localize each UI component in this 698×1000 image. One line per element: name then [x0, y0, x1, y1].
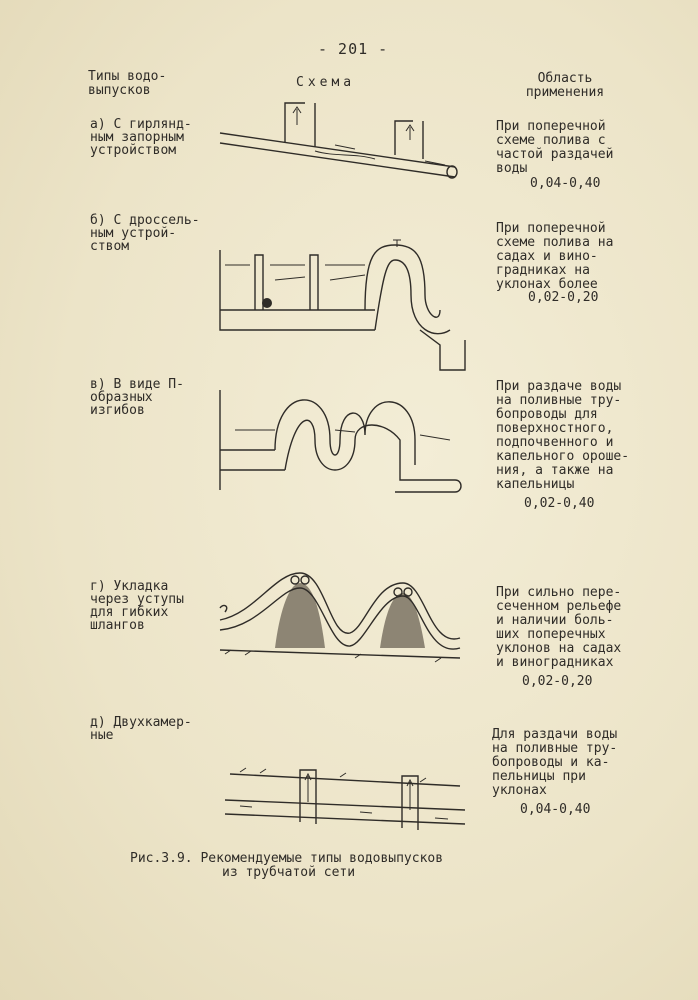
- application-line: капельницы: [496, 477, 575, 492]
- application-line: При поперечной: [496, 119, 606, 134]
- header-scheme: Схема: [296, 75, 356, 90]
- application-line: Для раздачи воды: [492, 727, 618, 742]
- label-line: шлангов: [90, 618, 145, 633]
- figure-caption: [130, 852, 490, 880]
- application-line: частой раздачей: [496, 147, 614, 162]
- scheme-diagram-b: [215, 235, 470, 375]
- label-line: г) Укладка: [90, 579, 169, 594]
- application-line: на поливные тру-: [496, 393, 622, 408]
- label-line: через уступы: [90, 592, 184, 607]
- label-line: а) С гирлянд-: [90, 117, 192, 132]
- range-b: 0,02-0,20: [528, 290, 599, 305]
- header-area-line: применения: [525, 85, 605, 100]
- label-line: для гибких: [90, 605, 169, 620]
- application-b: [496, 222, 646, 292]
- application-d: [496, 586, 646, 670]
- application-line: ших поперечных: [496, 627, 606, 642]
- application-line: пельницы при: [492, 769, 586, 784]
- application-line: на поливные тру-: [492, 741, 618, 756]
- range-a: 0,04-0,40: [530, 176, 601, 191]
- application-line: схеме полива на: [496, 235, 614, 250]
- label-line: изгибов: [90, 403, 145, 418]
- label-line: устройством: [90, 143, 177, 158]
- range-c: 0,02-0,40: [524, 496, 595, 511]
- application-line: садах и вино-: [496, 249, 598, 264]
- application-line: При поперечной: [496, 221, 606, 236]
- label-line: ным запорным: [90, 130, 184, 145]
- type-label-b: [90, 214, 218, 253]
- application-c: [496, 380, 646, 492]
- application-a: [496, 120, 646, 176]
- application-line: воды: [496, 161, 528, 176]
- header-types-line: выпусков: [88, 83, 151, 98]
- application-line: капельного ороше-: [496, 449, 630, 464]
- application-line: сеченном рельефе: [496, 599, 622, 614]
- scheme-diagram-c: [215, 380, 470, 495]
- range-e: 0,04-0,40: [520, 802, 591, 817]
- application-line: При сильно пере-: [496, 585, 622, 600]
- label-line: ные: [90, 728, 114, 743]
- type-label-c: [90, 378, 218, 417]
- page-number: - 201 -: [318, 40, 389, 58]
- label-line: б) С дроссель-: [90, 213, 200, 228]
- label-line: ством: [90, 239, 130, 254]
- application-line: уклонах более: [496, 277, 598, 292]
- application-line: ния, а также на: [496, 463, 614, 478]
- range-d: 0,02-0,20: [522, 674, 593, 689]
- application-line: и виноградниках: [496, 655, 614, 670]
- header-types: [88, 70, 198, 98]
- application-line: схеме полива с: [496, 133, 606, 148]
- application-line: и наличии боль-: [496, 613, 614, 628]
- label-line: образных: [90, 390, 153, 405]
- header-types-line: Типы водо-: [88, 69, 167, 84]
- label-line: д) Двухкамер-: [90, 715, 192, 730]
- type-label-d: [90, 580, 218, 632]
- application-line: градниках на: [496, 263, 590, 278]
- application-line: подпочвенного и: [496, 435, 614, 450]
- application-e: [492, 728, 642, 798]
- header-area-line: Область: [537, 71, 593, 86]
- caption-line-1: Рис.3.9. Рекомендуемые типы водовыпусков: [130, 851, 444, 866]
- application-line: бопроводы для: [496, 407, 598, 422]
- scheme-diagram-e: [220, 762, 470, 842]
- application-line: бопроводы и ка-: [492, 755, 610, 770]
- scheme-diagram-d: [215, 568, 470, 668]
- application-line: уклонов на садах: [496, 641, 622, 656]
- application-line: При раздаче воды: [496, 379, 622, 394]
- type-label-a: [90, 118, 218, 157]
- scheme-diagram-a: [215, 95, 465, 190]
- label-line: ным устрой-: [90, 226, 177, 241]
- header-area: [500, 72, 630, 100]
- caption-line-2: из трубчатой сети: [222, 865, 356, 880]
- application-line: поверхностного,: [496, 421, 614, 436]
- application-line: уклонах: [492, 783, 547, 798]
- type-label-e: [90, 716, 218, 742]
- label-line: в) В виде П-: [90, 377, 184, 392]
